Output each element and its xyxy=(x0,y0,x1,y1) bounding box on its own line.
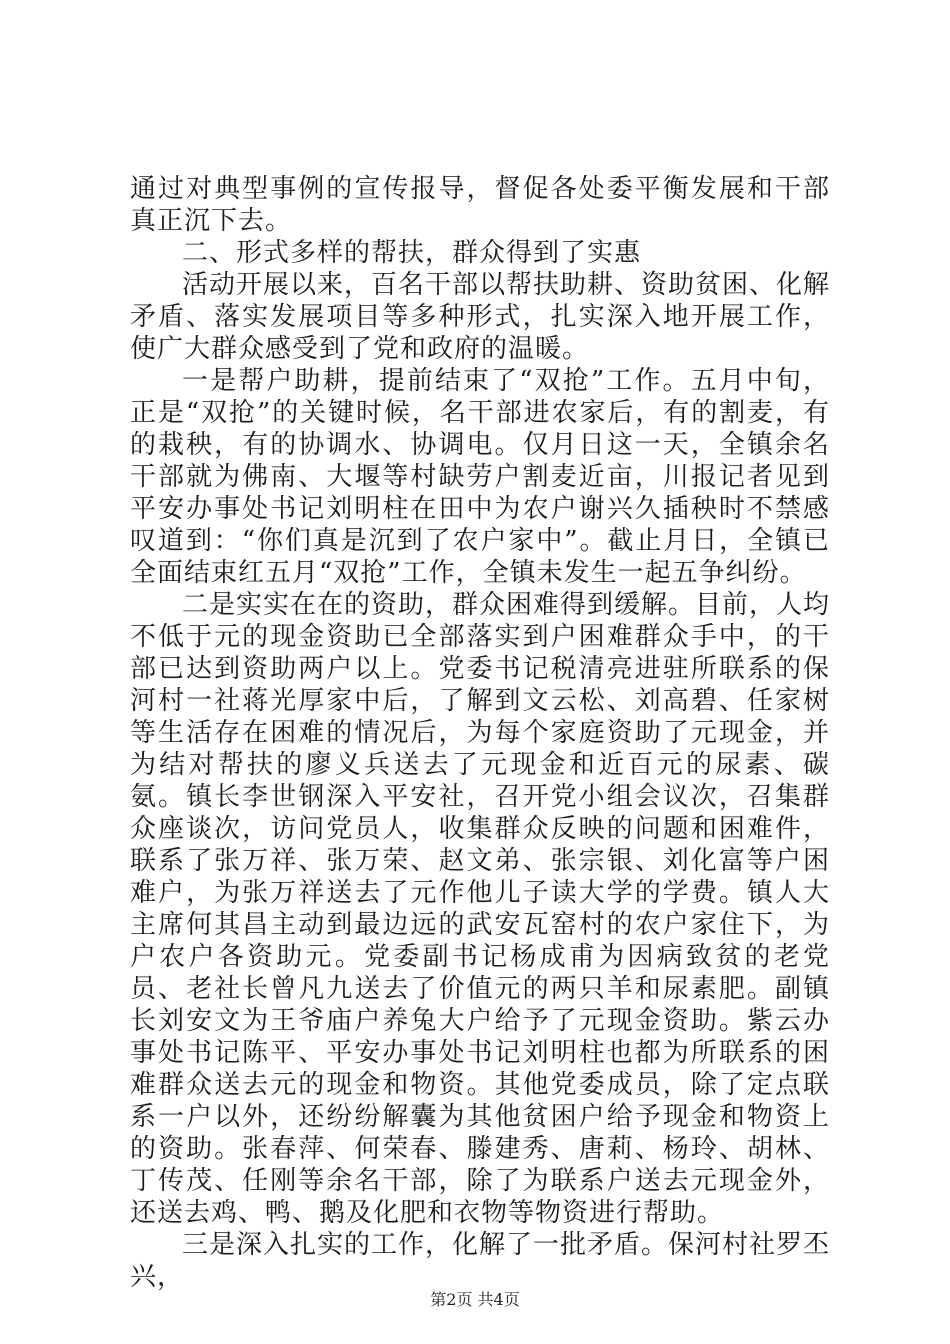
paragraph-continuation: 通过对典型事例的宣传报导，督促各处委平衡发展和干部真正沉下去。 xyxy=(130,174,830,236)
paragraph: 二是实实在在的资助，群众困难得到缓解。目前，人均不低于元的现金资助已全部落实到户困难群众手中，的干部已达到资助两户以上。党委书记税清亮进驻所联系的保河村一社蒋光厚家中后，了解到文云松、刘高碧、任家树等生活存在困难的情况后，为每个家庭资助了元现金，并为结对帮扶的廖义兵送去了元现金和近百元的尿素、碳氨。镇长李世钢深入平安社，召开党小组会议次，召集群众座谈次，访问党员人，收集群众反映的问题和困难件，联系了张万祥、张万荣、赵文弟、张宗银、刘化富等户困难户，为张万祥送去了元作他儿子读大学的学费。镇人大主席何其昌主动到最边远的武安瓦窑村的农户家住下，为户农户各资助元。党委副书记杨成甫为因病致贫的老党员、老社长曾凡九送去了价值元的两只羊和尿素肥。副镇长刘安文为王爷庙户养兔大户给予了元现金资助。紫云办事处书记陈平、平安办事处书记刘明柱也都为所联系的困难群众送去元的现金和物资。其他党委成员，除了定点联系一户以外，还纷纷解囊为其他贫困户给予现金和物资上的资助。张春萍、何荣春、滕建秀、唐莉、杨玲、胡林、丁传茂、任刚等余名干部，除了为联系户送去元现金外，还送去鸡、鸭、鹅及化肥和衣物等物资进行帮助。 xyxy=(130,590,831,1228)
paragraph: 一是帮户助耕，提前结束了“双抢”工作。五月中旬，正是“双抢”的关键时候，名干部进农家后，有的割麦，有的栽秧，有的协调水、协调电。仅月日这一天，全镇余名干部就为佛南、大堰等村缺劳户割麦近亩，川报记者见到平安办事处书记刘明柱在田中为农户谢兴久插秧时不禁感叹道到：“你们真是沉到了农户家中”。截止月日，全镇已全面结束红五月“双抢”工作，全镇未发生一起五争纠纷。 xyxy=(130,366,830,588)
section-heading: 二、形式多样的帮扶，群众得到了实惠 xyxy=(182,238,642,268)
document-body xyxy=(130,173,830,1293)
paragraph: 活动开展以来，百名干部以帮扶助耕、资助贫困、化解矛盾、落实发展项目等多种形式，扎实深入地开展工作，使广大群众感受到了党和政府的温暖。 xyxy=(130,270,831,364)
paragraph: 三是深入扎实的工作，化解了一批矛盾。保河村社罗丕兴， xyxy=(130,1230,831,1292)
page-footer: 第2页 共4页 xyxy=(430,1290,520,1309)
